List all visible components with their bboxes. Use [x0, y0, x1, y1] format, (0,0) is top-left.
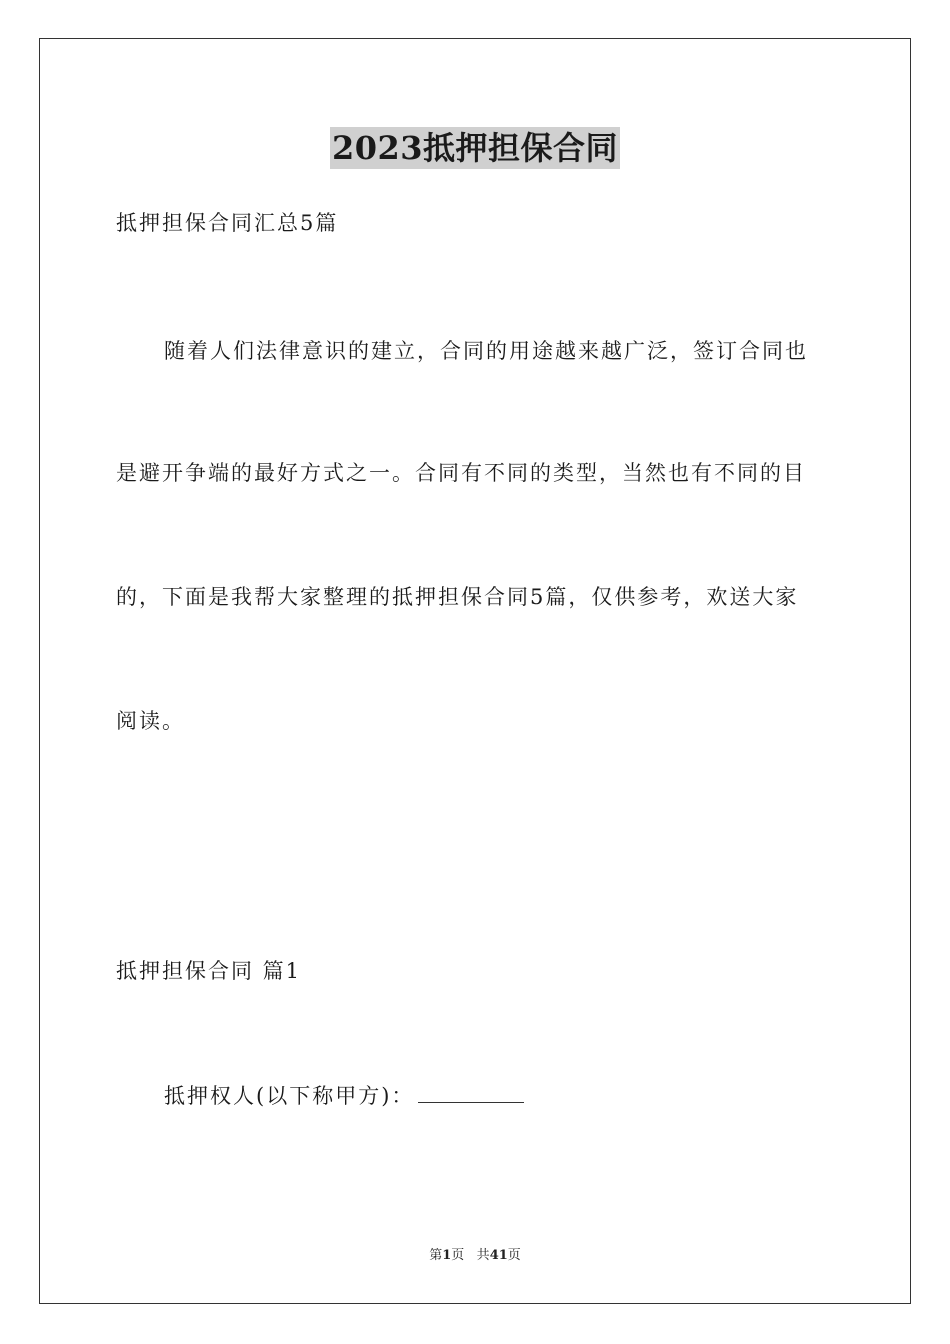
- section-heading: 抵押担保合同 篇1: [116, 959, 302, 983]
- title-container: [0, 127, 950, 169]
- total-suffix: 页: [507, 1248, 521, 1263]
- mortgagee-field: [164, 1080, 524, 1111]
- page-footer: [0, 1247, 950, 1265]
- document-subtitle: 抵押担保合同汇总5篇: [116, 211, 339, 235]
- mortgagee-label: 抵押权人(以下称甲方)：: [164, 1084, 415, 1108]
- total-prefix: 共: [476, 1248, 490, 1263]
- intro-line-2: 是避开争端的最好方式之一。合同有不同的类型，当然也有不同的目: [116, 461, 806, 485]
- mortgagee-blank-line: [418, 1080, 524, 1103]
- intro-line-4: 阅读。: [116, 709, 185, 733]
- document-title: 2023抵押担保合同: [331, 129, 619, 167]
- total-pages: 41: [489, 1248, 508, 1263]
- intro-line-3: 的，下面是我帮大家整理的抵押担保合同5篇，仅供参考，欢送大家: [116, 585, 799, 609]
- intro-line-1: 随着人们法律意识的建立，合同的用途越来越广泛，签订合同也: [164, 339, 808, 363]
- page-prefix: 第: [429, 1248, 443, 1263]
- page-number: 1: [442, 1248, 452, 1263]
- page-suffix: 页: [451, 1248, 465, 1263]
